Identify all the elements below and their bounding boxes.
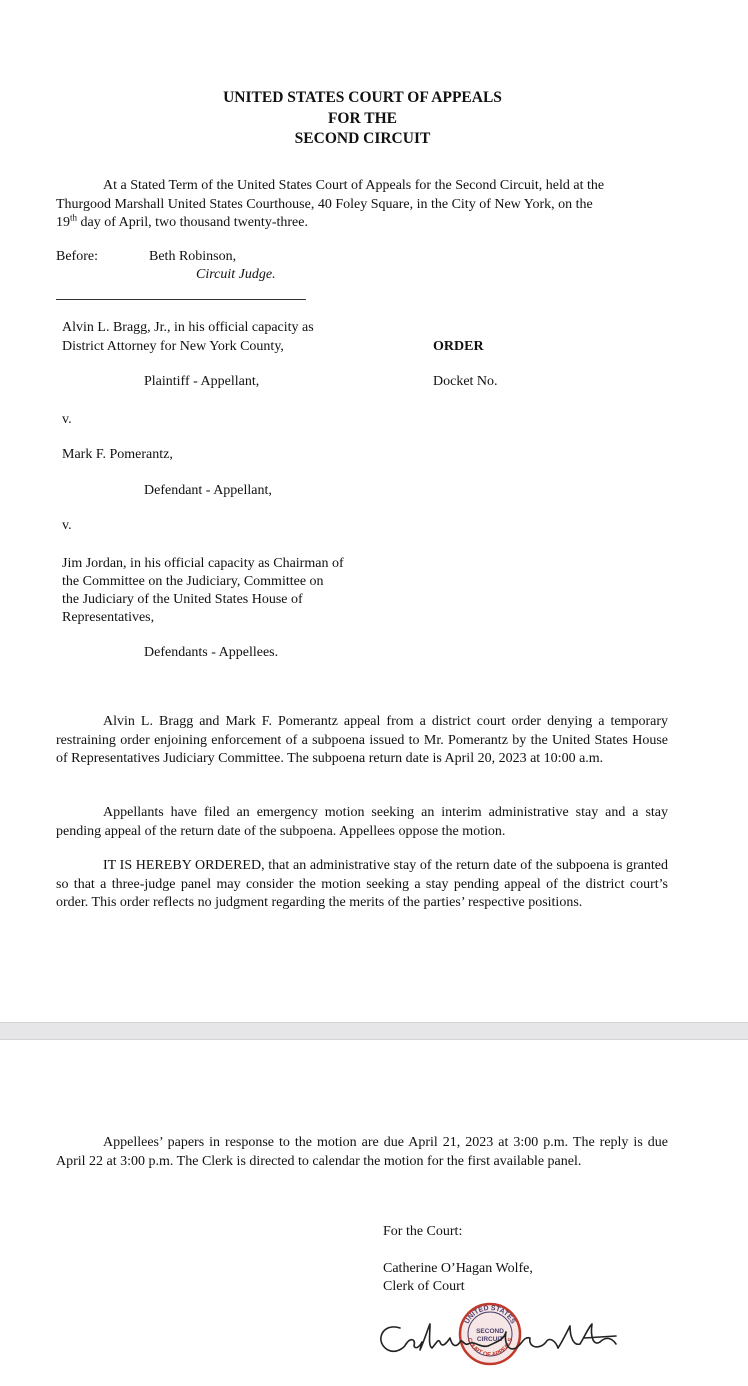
body-paragraph-3: IT IS HEREBY ORDERED, that an administrative stay of the return date of the subpoena is granted so that a three-judge panel may consider the motion seeking a stay pending appeal of the district court’s order. This order reflects no judgment regarding the merits of the parties’ respective positions.: [56, 858, 668, 910]
party3-line-3: the Judiciary of the United States House of: [62, 592, 303, 607]
signature-with-seal: [370, 1298, 640, 1378]
judge-name: Beth Robinson,: [149, 249, 237, 264]
party1-line-2: District Attorney for New York County,: [62, 339, 284, 354]
party3-line-1: Jim Jordan, in his official capacity as Chairman of: [62, 556, 344, 571]
versus-1: v.: [62, 412, 72, 427]
party3-role: Defendants - Appellees.: [144, 645, 279, 660]
docket-label: Docket No.: [433, 374, 498, 389]
intro-day-rest: day of April, two thousand twenty-three.: [77, 215, 308, 230]
seal-middle-text-2: CIRCUIT: [476, 1336, 504, 1343]
versus-2: v.: [62, 518, 72, 533]
judge-title: Circuit Judge.: [196, 267, 276, 282]
party1-line-1: Alvin L. Bragg, Jr., in his official capacity as: [62, 320, 314, 335]
page-break: [0, 1022, 748, 1040]
caption-divider: [56, 299, 306, 300]
body-paragraph-4: Appellees’ papers in response to the motion are due April 21, 2023 at 3:00 p.m. The reply is due April 22 at 3:00 p.m. The Clerk is directed to calendar the motion for the first available panel.: [56, 1135, 668, 1169]
intro-paragraph: [56, 177, 668, 233]
for-the-court: For the Court:: [383, 1224, 463, 1239]
order-label: ORDER: [433, 339, 484, 354]
before-label: Before:: [56, 249, 98, 264]
intro-line-1: At a Stated Term of the United States Court of Appeals for the Second Circuit, held at the: [103, 178, 605, 193]
header-line-1: UNITED STATES COURT OF APPEALS: [223, 89, 502, 106]
header-line-3: SECOND CIRCUIT: [294, 130, 431, 147]
clerk-title: Clerk of Court: [383, 1279, 465, 1294]
party1-role: Plaintiff - Appellant,: [144, 374, 260, 389]
seal-top-text: UNITED STATES: [463, 1304, 517, 1326]
body-paragraph-2: Appellants have filed an emergency motion seeking an interim administrative stay and a stay pending appeal of the return date of the subpoena. Appellees oppose the motion.: [56, 805, 668, 839]
intro-line-3: [56, 214, 668, 233]
header-line-2: FOR THE: [327, 109, 398, 127]
court-header: [0, 88, 725, 150]
clerk-name: Catherine O’Hagan Wolfe,: [383, 1261, 533, 1276]
intro-day-number: 19: [56, 215, 70, 230]
seal-bottom-text: COURT OF APPEALS: [465, 1337, 515, 1359]
intro-line-2: Thurgood Marshall United States Courthouse, 40 Foley Square, in the City of New York, on the: [56, 196, 593, 212]
body-paragraph-1: Alvin L. Bragg and Mark F. Pomerantz appeal from a district court order denying a temporary restraining order enjoining enforcement of a subpoena issued to Mr. Pomerantz by the United States House of Representatives Judiciary Committee. The subpoena return date is April 20, 2023 at 10:00 a.m.: [56, 714, 668, 766]
intro-day-suffix: th: [70, 212, 78, 223]
party2-role: Defendant - Appellant,: [144, 483, 272, 498]
party2-name: Mark F. Pomerantz,: [62, 447, 173, 462]
party3-line-2: the Committee on the Judiciary, Committee on: [62, 574, 324, 589]
party3-line-4: Representatives,: [62, 610, 155, 625]
seal-middle-text-1: SECOND: [476, 1328, 504, 1335]
court-seal: [460, 1304, 520, 1364]
